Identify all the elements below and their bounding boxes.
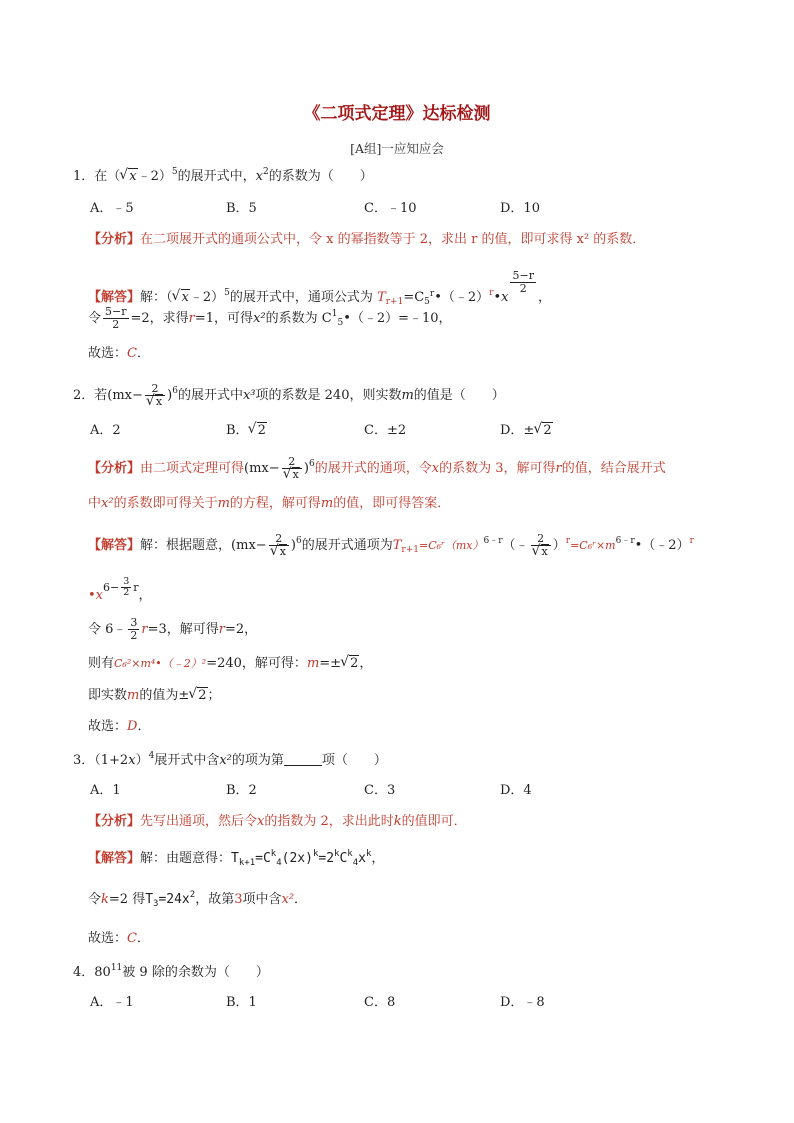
q2-answer-line3: 令 6﹣ $\frac{3}{2}$ r=3，解可得r=2， xyxy=(88,616,258,643)
sqrt-x: √ x xyxy=(120,170,137,183)
q2-option-b: B．√ 2 xyxy=(226,424,267,437)
q2-answer-line4: 则有C₆²×m⁴•（﹣2）²=240，解可得：m=±√ 2， xyxy=(88,657,372,670)
q1-answer-line1: 【解答】解：（√ x﹣2）$^5$的展开式中，通项公式为 $T_{r+1}=C_5^r•(﹣2)^r•x$ $\frac{5-r}{2}$ ， xyxy=(88,270,551,307)
q2-option-d: D．±√ 2 xyxy=(500,424,553,437)
q3-option-d: D．4 xyxy=(500,783,532,798)
q3-analysis: 【分析】先写出通项，然后令x的指数为 2，求出此时k的值即可． xyxy=(88,814,467,829)
q4-option-d: D．﹣8 xyxy=(500,995,545,1010)
q2-analysis-line2: 中x²的系数即可得关于m的方程，解可得m的值，即可得答案． xyxy=(88,496,451,511)
q3-option-b: B．2 xyxy=(226,783,257,798)
q2-analysis-line1: 【分析】由二项式定理可得(mx− 2 √ x )$^6$的展开式的通项，令x的系数为 3，解可得r的值，结合展开式 xyxy=(88,456,666,481)
q1-option-a: A．﹣5 xyxy=(90,201,134,216)
q2-answer-line1: 【解答】解：根据题意，(mx− 2 √ x )$^6$的展开式通项为$T_{r+1}=C_6ʳ(mx)^{6﹣r}(﹣$ 2 √ x ）$^r=C_6ʳ\times m^{6﹣r}•(﹣2)^r$ xyxy=(88,533,694,558)
q4-option-b: B．1 xyxy=(226,995,257,1010)
q2-option-c: C．±2 xyxy=(364,423,407,438)
q1-option-c: C．﹣10 xyxy=(364,201,417,216)
q1-analysis: 【分析】在二项展开式的通项公式中，令 x 的幂指数等于 2，求出 r 的值，即可求得 x² 的系数． xyxy=(88,232,646,247)
question-3-stem: 3．$(1+2x)^4$展开式中含x²的项为第 项（ ） xyxy=(73,751,387,768)
q1-option-d: D．10 xyxy=(500,201,540,216)
q2-choice: 故选：D． xyxy=(88,719,151,734)
q4-option-a: A．﹣1 xyxy=(90,995,134,1010)
q3-answer-line1: 【解答】解：由题意得：$T_{k+1}=C^k_4(2x)^k=2^kC^k_4x^k$， xyxy=(88,849,385,868)
q3-option-a: A．1 xyxy=(90,783,121,798)
q3-option-c: C．3 xyxy=(364,783,396,798)
question-2-stem: 2．若(mx− 2 √ x )$^6$的展开式中x³项的系数是 240，则实数m的值是（ ） xyxy=(73,383,505,408)
q3-choice: 故选：C． xyxy=(88,931,150,946)
question-4-stem: 4．$80^{11}$被 9 除的余数为（ ） xyxy=(73,963,269,980)
q3-answer-line2: 令k=2 得$T_3=24x^2$，故第3项中含x²． xyxy=(88,890,308,909)
q2-answer-line5: 即实数m的值为±√ 2； xyxy=(88,689,221,702)
q2-answer-line2: $•x^{6- \frac{3}{2} r}$， xyxy=(88,576,152,603)
q1-choice: 故选：C． xyxy=(88,346,150,361)
answer-blank xyxy=(284,753,322,766)
q1-answer-line2: 令 $\frac{5-r}{2}$ =2，求得r=1，可得x²的系数为 $C^1_5•(﹣2)=﹣10$， xyxy=(88,305,452,332)
q1-option-b: B．5 xyxy=(226,201,257,216)
page-title: 《二项式定理》达标检测 xyxy=(303,104,491,124)
q4-option-c: C．8 xyxy=(364,995,396,1010)
question-1-stem: 1．在（√ x﹣2）$^5$的展开式中，$x^2$的系数为（ ） xyxy=(73,168,373,183)
section-subtitle: [A组]一应知应会 xyxy=(350,141,444,156)
q2-option-a: A．2 xyxy=(90,423,121,438)
